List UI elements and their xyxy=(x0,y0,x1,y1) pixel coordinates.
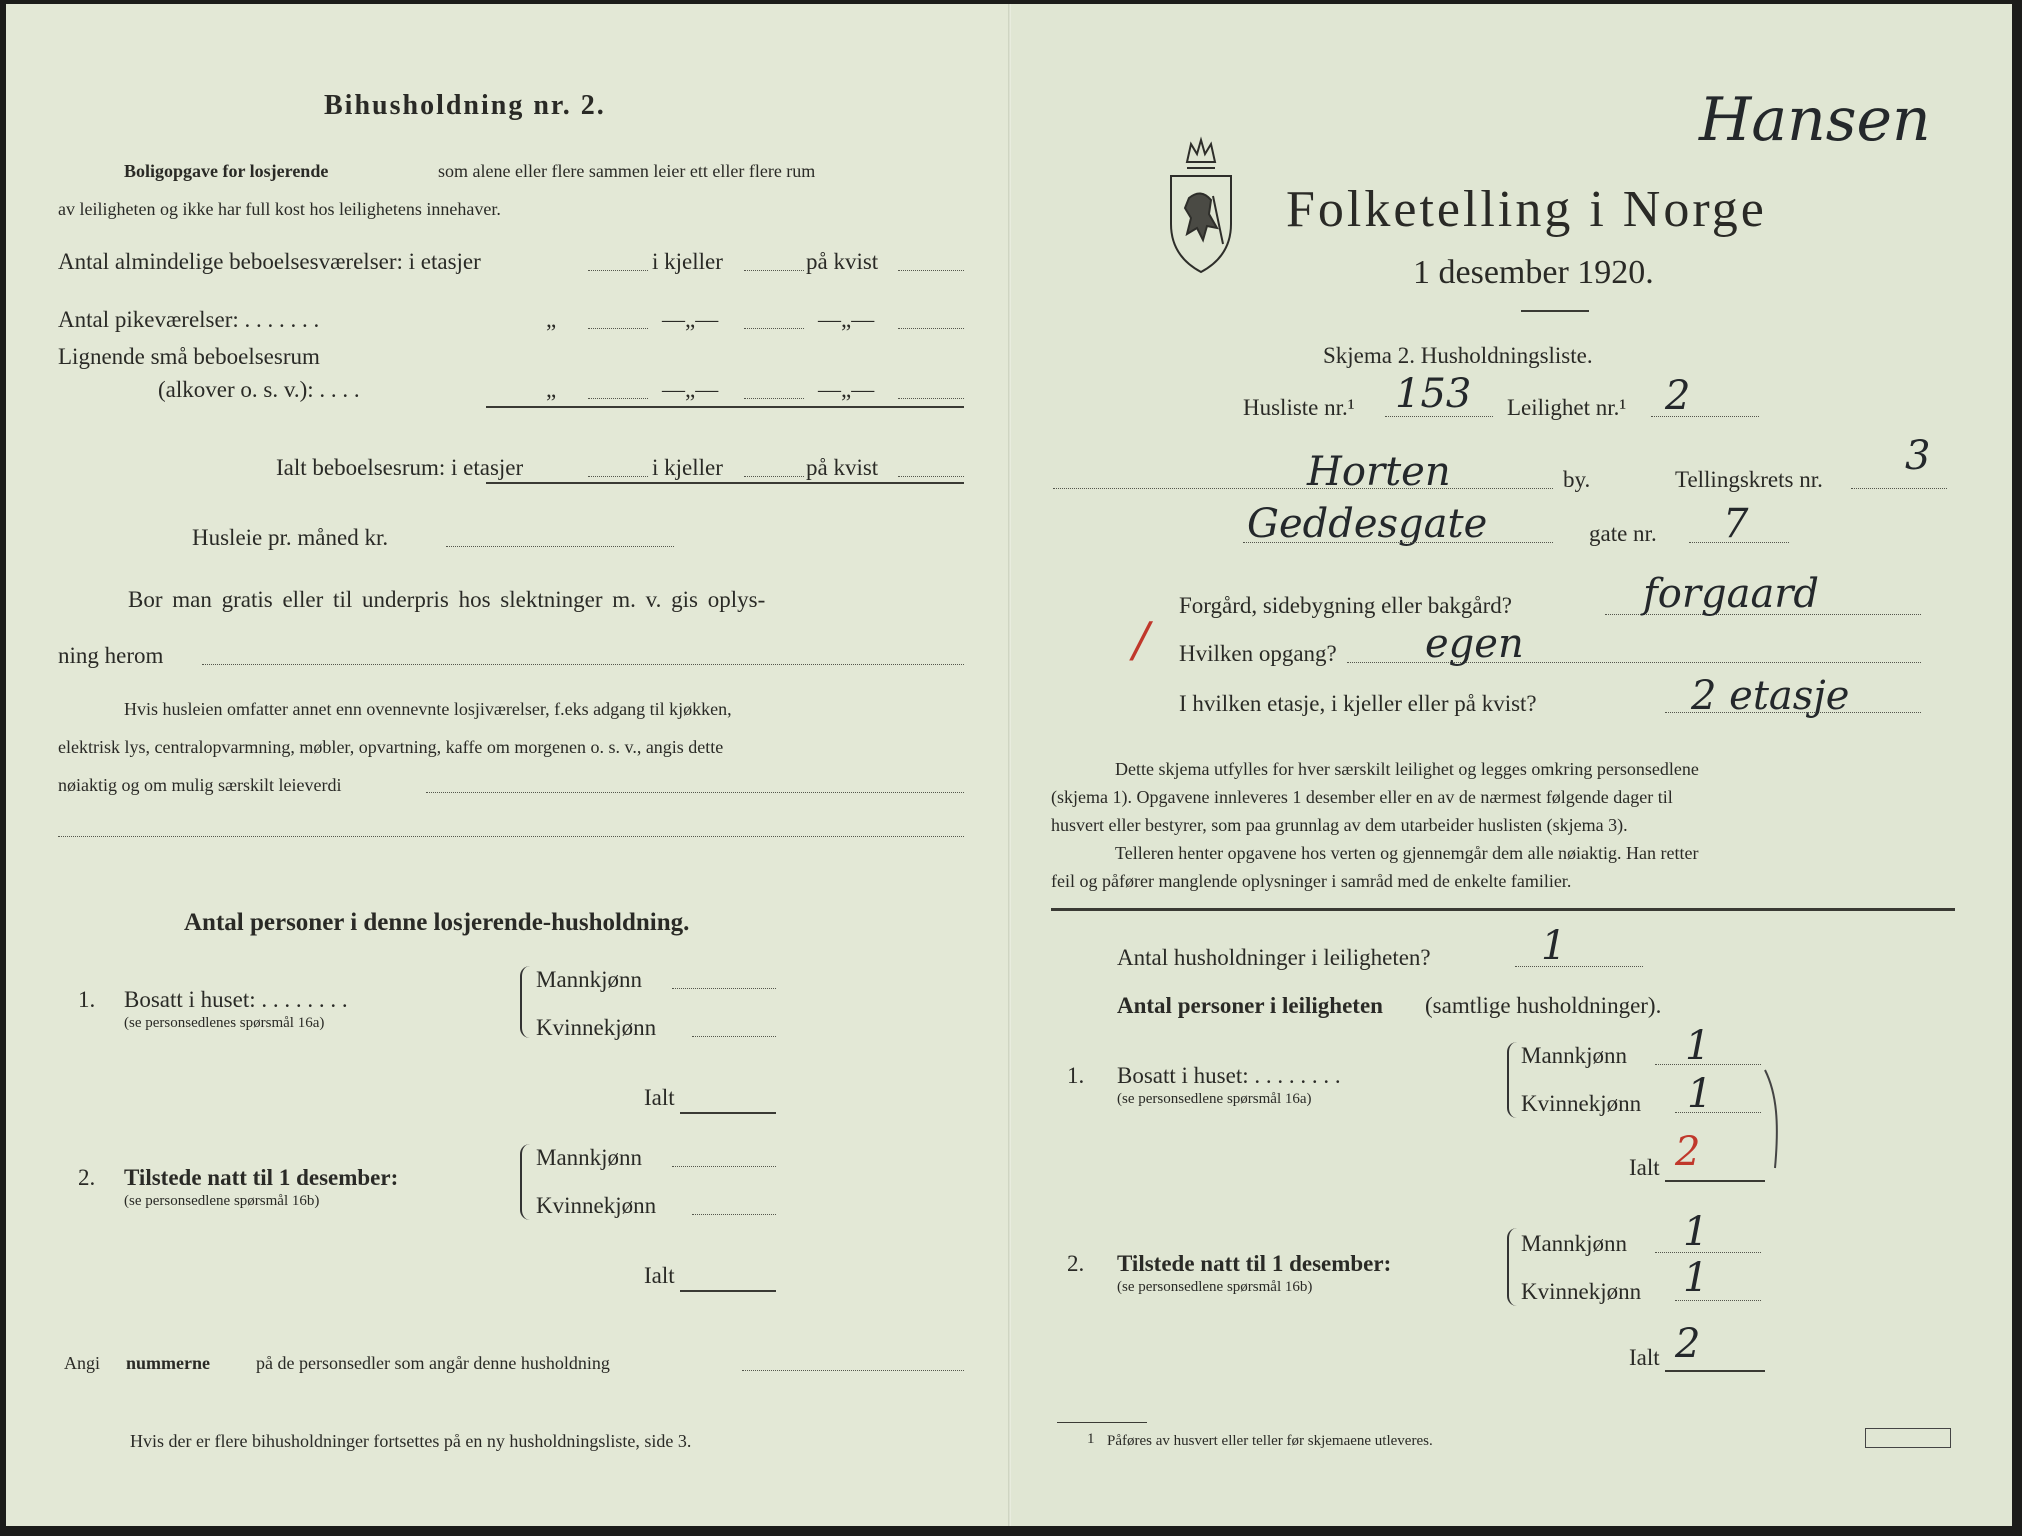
left-q2-kvinne-line[interactable] xyxy=(692,1214,776,1215)
left-persons-heading: Antal personer i denne losjerende-husholdning. xyxy=(184,909,690,936)
left-q2-kvinne: Kvinnekjønn xyxy=(536,1193,657,1218)
right-q1-sub: (se personsedlene spørsmål 16a) xyxy=(1117,1091,1312,1107)
info-line4: Telleren henter opgavene hos verten og gjennemgår dem alle nøiaktig. Han retter xyxy=(1115,843,1699,863)
ialt-rooms-label: Ialt beboelsesrum: i etasjer xyxy=(276,455,524,480)
left-q1-brace xyxy=(520,966,530,1038)
left-q1-mann: Mannkjønn xyxy=(536,967,643,992)
gratis-line2: ning herom xyxy=(58,643,164,668)
small-rooms-label: Lignende små beboelsesrum xyxy=(58,344,320,369)
right-q1-kvinne: Kvinnekjønn xyxy=(1521,1091,1642,1116)
forgaard-value: forgaard xyxy=(1643,571,1820,617)
left-q2-mann: Mannkjønn xyxy=(536,1145,643,1170)
intro-line2: av leiligheten og ikke har full kost hos leilighetens innehaver. xyxy=(58,199,501,219)
left-q1-label: Bosatt i huset: . . . . . . . . xyxy=(124,987,348,1012)
gate-label: gate nr. xyxy=(1589,521,1657,546)
ialt-etasjer-line[interactable] xyxy=(588,476,648,477)
right-date: 1 desember 1920. xyxy=(1413,254,1654,291)
left-q2-brace xyxy=(520,1144,530,1220)
right-q2-ialt-value: 2 xyxy=(1675,1321,1701,1367)
alkover-etasjer-line[interactable] xyxy=(588,398,648,399)
right-q1-ialt-value: 2 xyxy=(1675,1129,1701,1175)
krets-label: Tellingskrets nr. xyxy=(1675,467,1823,492)
left-q1-mann-line[interactable] xyxy=(672,988,776,989)
intro-rest: som alene eller flere sammen leier ett eller flere rum xyxy=(438,161,816,181)
ditto-dash: —„— xyxy=(818,307,875,332)
angi-b: nummerne xyxy=(126,1353,210,1373)
hush-value: 1 xyxy=(1541,923,1567,969)
left-q1-ialt: Ialt xyxy=(644,1085,675,1110)
alkover-label: (alkover o. s. v.): . . . . xyxy=(158,377,360,402)
info-line1: Dette skjema utfylles for hver særskilt leilighet og legges omkring personsedlene xyxy=(1115,759,1699,779)
right-q2-label: Tilstede natt til 1 desember: xyxy=(1117,1251,1392,1276)
left-page xyxy=(6,4,1011,1526)
left-q2-num: 2. xyxy=(78,1165,96,1190)
footnote-rule xyxy=(1057,1422,1147,1423)
left-q2-ialt: Ialt xyxy=(644,1263,675,1288)
ditto-dash: —„— xyxy=(662,377,719,402)
rooms-etasjer-line[interactable] xyxy=(588,270,648,271)
right-q1-brace xyxy=(1507,1042,1517,1118)
etasje-value: 2 etasje xyxy=(1691,673,1850,719)
footnote-text: Påføres av husvert eller teller før skjemaene utleveres. xyxy=(1107,1433,1433,1449)
surname-signature: Hansen xyxy=(1699,85,1931,155)
etasje-label: I hvilken etasje, i kjeller eller på kvist? xyxy=(1179,691,1537,716)
pencil-check-mark xyxy=(1759,1064,1789,1174)
alkover-kjeller-line[interactable] xyxy=(744,398,804,399)
incl-line3: nøiaktig og om mulig særskilt leieverdi xyxy=(58,775,342,795)
info-rule xyxy=(1051,908,1955,911)
hush-line[interactable] xyxy=(1515,966,1643,967)
ialt-kvist-line[interactable] xyxy=(898,476,964,477)
right-q2-kvinne: Kvinnekjønn xyxy=(1521,1279,1642,1304)
info-line2: (skjema 1). Opgavene innleveres 1 desember eller en av de nærmest følgende dager til xyxy=(1051,787,1673,807)
opgang-value: egen xyxy=(1425,621,1524,667)
left-title: Bihusholdning nr. 2. xyxy=(324,90,606,121)
angi-a: Angi xyxy=(64,1353,100,1373)
left-q2-mann-line[interactable] xyxy=(672,1166,776,1167)
leilighet-label: Leilighet nr.¹ xyxy=(1507,395,1627,420)
right-q1-ialt: Ialt xyxy=(1629,1155,1660,1180)
leilighet-value: 2 xyxy=(1665,373,1691,419)
ditto-dash: —„— xyxy=(818,377,875,402)
pike-kjeller-line[interactable] xyxy=(744,328,804,329)
forgaard-label: Forgård, sidebygning eller bakgård? xyxy=(1179,593,1512,618)
pike-etasjer-line[interactable] xyxy=(588,328,648,329)
incl-line1: Hvis husleien omfatter annet enn ovennevnte losjiværelser, f.eks adgang til kjøkken, xyxy=(124,699,732,719)
krets-value: 3 xyxy=(1905,433,1931,479)
census-form-sheet xyxy=(6,4,2012,1526)
ialt-rule xyxy=(486,482,964,484)
krets-line[interactable] xyxy=(1851,488,1947,489)
ditto-dash: —„— xyxy=(662,307,719,332)
street-value: Geddesgate xyxy=(1247,501,1488,547)
hush-label: Antal husholdninger i leiligheten? xyxy=(1117,945,1431,970)
right-persons-heading-rest: (samtlige husholdninger). xyxy=(1425,993,1662,1018)
title-rule xyxy=(1521,310,1589,312)
right-q1-kvinne-value: 1 xyxy=(1687,1071,1713,1117)
left-q2-sub: (se personsedlene spørsmål 16b) xyxy=(124,1193,320,1209)
right-q1-mann-value: 1 xyxy=(1685,1023,1711,1069)
right-q2-mann: Mannkjønn xyxy=(1521,1231,1628,1256)
right-persons-heading: Antal personer i leiligheten xyxy=(1117,993,1383,1018)
left-q1-kvinne: Kvinnekjønn xyxy=(536,1015,657,1040)
rooms-kjeller: i kjeller xyxy=(652,249,723,274)
incl-line[interactable] xyxy=(426,792,964,793)
rent-label: Husleie pr. måned kr. xyxy=(192,525,389,550)
husliste-value: 153 xyxy=(1395,371,1472,417)
left-q2-label: Tilstede natt til 1 desember: xyxy=(124,1165,399,1190)
right-page xyxy=(1011,4,2012,1526)
right-q1-label: Bosatt i huset: . . . . . . . . xyxy=(1117,1063,1341,1088)
margin-mark: / xyxy=(1133,612,1150,668)
left-q2-ialt-line[interactable] xyxy=(680,1290,776,1292)
right-q2-brace xyxy=(1507,1228,1517,1306)
ditto-mark: „ xyxy=(546,377,557,402)
ialt-kvist: på kvist xyxy=(806,455,879,480)
right-q1-num: 1. xyxy=(1067,1063,1085,1088)
left-q1-ialt-line[interactable] xyxy=(680,1112,776,1114)
left-footer: Hvis der er flere bihusholdninger fortsettes på en ny husholdningsliste, side 3. xyxy=(130,1431,692,1451)
right-q1-ialt-line[interactable] xyxy=(1665,1180,1765,1182)
street-line[interactable] xyxy=(1243,542,1553,543)
gate-value: 7 xyxy=(1723,501,1749,547)
pike-kvist-line[interactable] xyxy=(898,328,964,329)
right-q1-mann: Mannkjønn xyxy=(1521,1043,1628,1068)
rooms-kvist: på kvist xyxy=(806,249,879,274)
gratis-line[interactable] xyxy=(202,664,964,665)
norwegian-coat-of-arms-icon xyxy=(1161,132,1241,276)
rooms-kjeller-line[interactable] xyxy=(744,270,804,271)
printer-stamp-icon xyxy=(1865,1428,1951,1448)
sum-rule xyxy=(486,406,964,408)
rooms-label: Antal almindelige beboelsesværelser: i etasjer xyxy=(58,249,481,274)
alkover-kvist-line[interactable] xyxy=(898,398,964,399)
angi-c: på de personsedler som angår denne husholdning xyxy=(256,1353,610,1373)
ditto-mark: „ xyxy=(546,307,557,332)
opgang-label: Hvilken opgang? xyxy=(1179,641,1337,666)
right-q2-mann-line[interactable] xyxy=(1655,1252,1761,1253)
angi-line[interactable] xyxy=(742,1370,964,1371)
left-q1-sub: (se personsedlenes spørsmål 16a) xyxy=(124,1015,325,1031)
incl-line2: elektrisk lys, centralopvarmning, møbler, opvartning, kaffe om morgenen o. s. v., angis dette xyxy=(58,737,724,757)
right-title: Folketelling i Norge xyxy=(1286,181,1767,238)
info-line3: husvert eller bestyrer, som paa grunnlag av dem utarbeider huslisten (skjema 3). xyxy=(1051,815,1628,835)
right-q2-kvinne-value: 1 xyxy=(1683,1255,1709,1301)
incl-extra-line[interactable] xyxy=(58,836,964,837)
schema-label: Skjema 2. Husholdningsliste. xyxy=(1323,343,1593,368)
right-q2-mann-value: 1 xyxy=(1683,1209,1709,1255)
rent-line[interactable] xyxy=(446,546,674,547)
ialt-kjeller-line[interactable] xyxy=(744,476,804,477)
ialt-kjeller: i kjeller xyxy=(652,455,723,480)
city-line[interactable] xyxy=(1053,488,1553,489)
right-q2-ialt: Ialt xyxy=(1629,1345,1660,1370)
gratis-line1: Bor man gratis eller til underpris hos slektninger m. v. gis oplys- xyxy=(128,587,766,612)
right-q2-ialt-line[interactable] xyxy=(1665,1370,1765,1372)
right-q2-num: 2. xyxy=(1067,1251,1085,1276)
rooms-kvist-line[interactable] xyxy=(898,270,964,271)
city-value: Horten xyxy=(1307,449,1451,495)
pike-label: Antal pikeværelser: . . . . . . . xyxy=(58,307,320,332)
left-q1-num: 1. xyxy=(78,987,96,1012)
husliste-label: Husliste nr.¹ xyxy=(1243,395,1355,420)
by-label: by. xyxy=(1563,467,1591,492)
right-q2-sub: (se personsedlene spørsmål 16b) xyxy=(1117,1279,1313,1295)
footnote-num: 1 xyxy=(1087,1431,1095,1447)
intro-bold: Boligopgave for losjerende xyxy=(124,161,329,181)
info-line5: feil og påfører manglende oplysninger i samråd med de enkelte familier. xyxy=(1051,871,1572,891)
left-q1-kvinne-line[interactable] xyxy=(692,1036,776,1037)
